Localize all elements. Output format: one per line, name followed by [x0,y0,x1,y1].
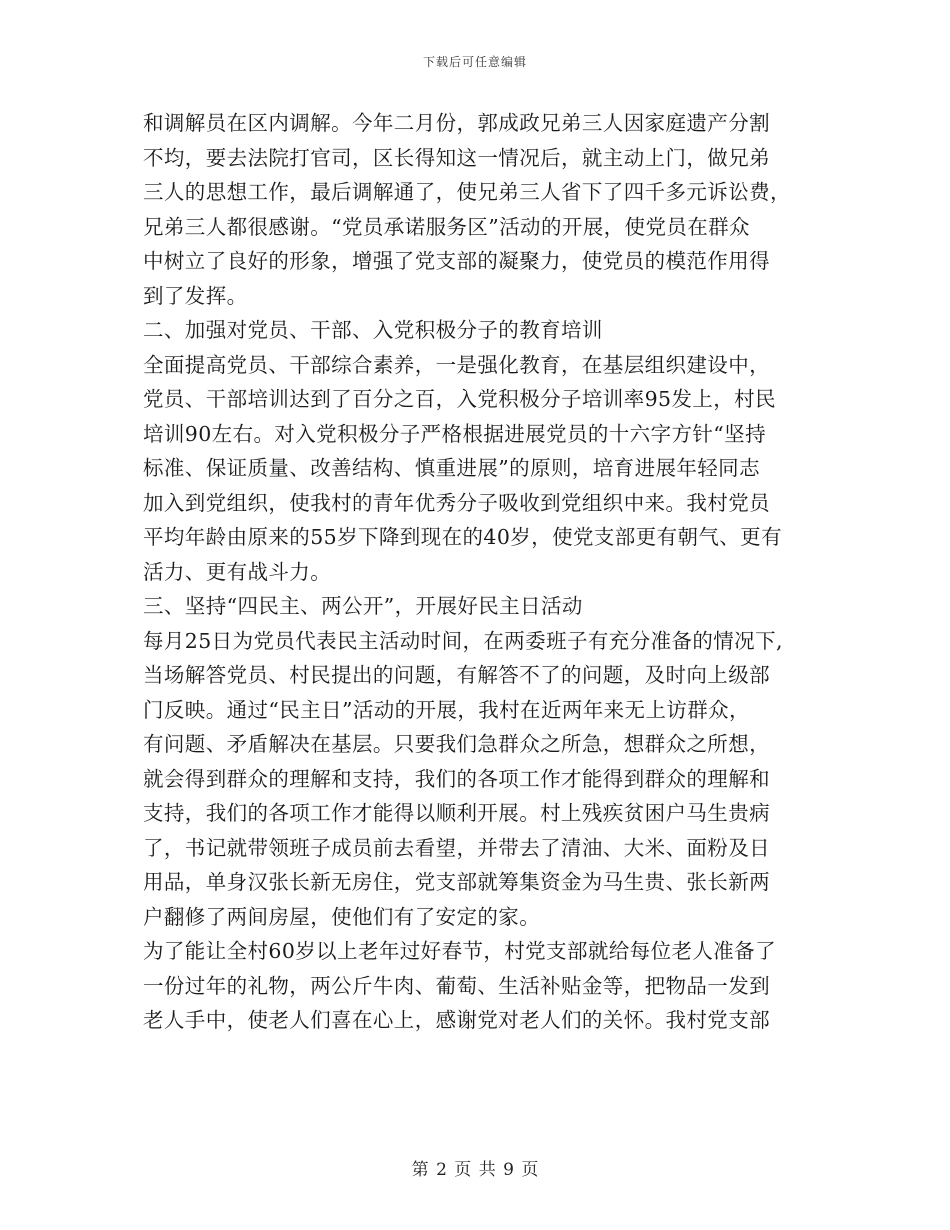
text-line: 用品，单身汉张长新无房住，党支部就筹集资金为马生贵、张长新两 [143,870,770,894]
text-line: 三、坚持“四民主、两公开”，开展好民主日活动 [143,594,583,618]
text-line: 到了发挥。 [143,283,248,308]
text-line: 支持，我们的各项工作才能得以顺利开展。村上残疾贫困户马生贵病 [143,801,770,825]
text-line: 二、加强对党员、干部、入党积极分子的教育培训 [143,318,603,342]
page-footer: 第 2 页 共 9 页 [411,1160,539,1180]
text-line: 和调解员在区内调解。今年二月份，郭成政兄弟三人因家庭遗产分割 [143,111,770,135]
text-line: 有问题、矛盾解决在基层。只要我们急群众之所急，想群众之所想， [143,732,770,756]
text-line: 兄弟三人都很感谢。“党员承诺服务区”活动的开展，使党员在群众 [143,214,750,239]
text-line: 三人的思想工作，最后调解通了，使兄弟三人省下了四千多元诉讼费， [143,180,791,204]
text-line: 党员、干部培训达到了百分之百，入党积极分子培训率95发上，村民 [143,387,776,411]
text-line: 全面提高党员、干部综合素养，一是强化教育，在基层组织建设中， [143,352,770,377]
text-line: 中树立了良好的形象，增强了党支部的凝聚力，使党员的模范作用得 [143,249,770,273]
body-text [143,106,823,1038]
text-line: 了，书记就带领班子成员前去看望，并带去了清油、大米、面粉及日 [143,835,770,860]
text-line: 不均，要去法院打官司，区长得知这一情况后，就主动上门，做兄弟 [143,145,770,170]
page-header: 下载后可任意编辑 [422,55,527,69]
text-line: 加入到党组织，使我村的青年优秀分子吸收到党组织中来。我村党员 [143,490,770,515]
text-line: 每月25日为党员代表民主活动时间，在两委班子有充分准备的情况下, [143,628,783,653]
text-line: 活力、更有战斗力。 [143,559,332,584]
text-line: 培训90左右。对入党积极分子严格根据进展党员的十六字方针“坚持 [143,421,766,446]
text-line: 户翻修了两间房屋，使他们有了安定的家。 [143,904,541,929]
text-line: 当场解答党员、村民提出的问题，有解答不了的问题，及时向上级部 [143,663,770,687]
text-line: 为了能让全村60岁以上老年过好春节，村党支部就给每位老人准备了 [143,939,776,963]
text-line: 平均年龄由原来的55岁下降到现在的40岁，使党支部更有朝气、更有 [143,525,782,549]
text-line: 一份过年的礼物，两公斤牛肉、葡萄、生活补贴金等，把物品一发到 [143,973,770,998]
text-line: 就会得到群众的理解和支持，我们的各项工作才能得到群众的理解和 [143,766,770,791]
text-line: 标准、保证质量、改善结构、慎重进展”的原则，培育进展年轻同志 [143,456,760,480]
text-line: 老人手中，使老人们喜在心上，感谢党对老人们的关怀。我村党支部 [143,1008,770,1032]
text-line: 门反映。通过“民主日”活动的开展，我村在近两年来无上访群众， [143,697,750,722]
